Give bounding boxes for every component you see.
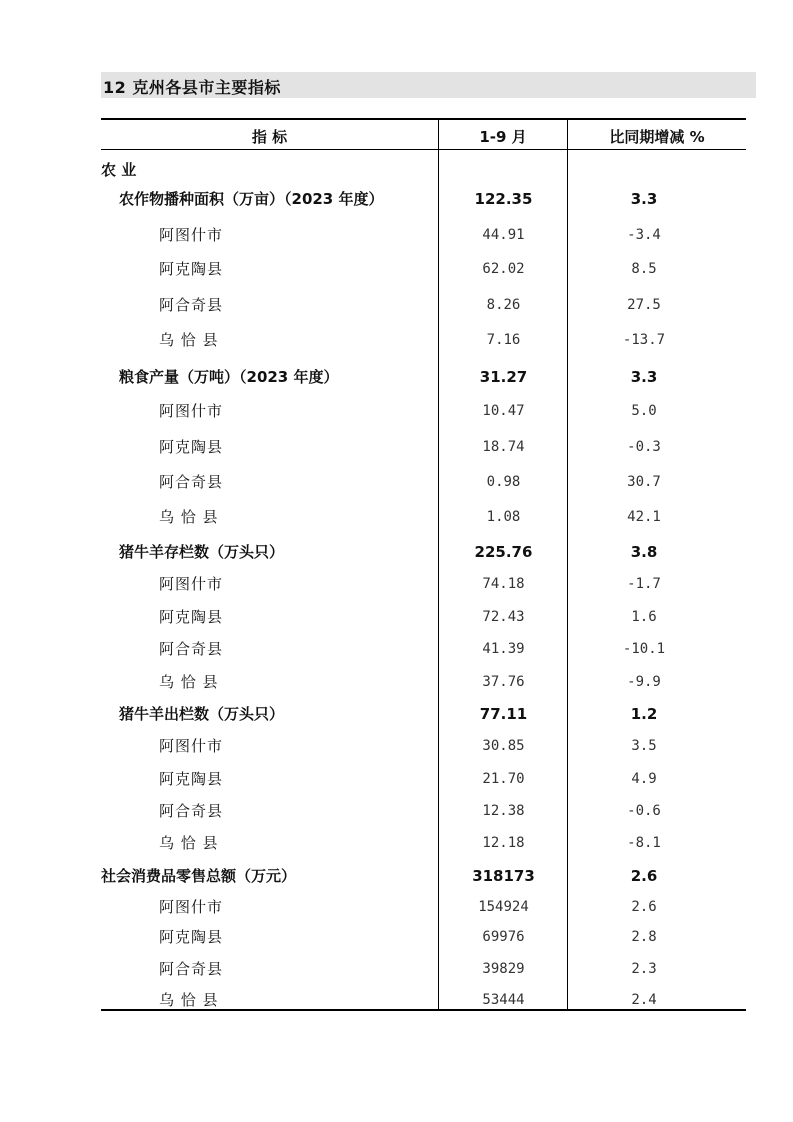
county-value: 30.85 bbox=[482, 738, 525, 754]
county-value: 62.02 bbox=[482, 261, 525, 277]
county-change: 4.9 bbox=[631, 771, 657, 787]
county-change: -8.1 bbox=[627, 835, 661, 851]
county-name: 阿图什市 bbox=[159, 575, 224, 593]
county-name: 阿合奇县 bbox=[159, 473, 224, 491]
county-name: 阿合奇县 bbox=[159, 802, 224, 820]
county-change: 2.3 bbox=[631, 961, 657, 977]
county-value: 8.26 bbox=[486, 297, 521, 313]
section-agriculture: 农 业 bbox=[101, 161, 137, 179]
column-divider-2 bbox=[567, 118, 568, 1011]
group-change: 2.6 bbox=[630, 867, 658, 885]
county-name: 阿合奇县 bbox=[159, 640, 224, 658]
county-value: 72.43 bbox=[482, 609, 525, 625]
county-name: 阿合奇县 bbox=[159, 960, 224, 978]
county-change: 8.5 bbox=[631, 261, 657, 277]
group-value: 318173 bbox=[472, 867, 535, 885]
county-value: 0.98 bbox=[486, 474, 521, 490]
county-value: 154924 bbox=[478, 899, 529, 915]
county-change: 2.6 bbox=[631, 899, 657, 915]
county-change: 42.1 bbox=[627, 509, 661, 525]
county-name: 阿克陶县 bbox=[159, 770, 224, 788]
header-period: 1-9 月 bbox=[479, 128, 527, 146]
county-change: 30.7 bbox=[627, 474, 661, 490]
county-value: 21.70 bbox=[482, 771, 525, 787]
county-value: 44.91 bbox=[482, 227, 525, 243]
county-value: 10.47 bbox=[482, 403, 525, 419]
county-name: 乌 恰 县 bbox=[159, 991, 219, 1009]
group-change: 3.8 bbox=[630, 543, 658, 561]
county-value: 7.16 bbox=[486, 332, 521, 348]
county-change: -9.9 bbox=[627, 674, 661, 690]
group-value: 225.76 bbox=[474, 543, 533, 561]
county-change: -10.1 bbox=[622, 641, 666, 657]
county-name: 乌 恰 县 bbox=[159, 331, 219, 349]
county-change: 3.5 bbox=[631, 738, 657, 754]
county-name: 阿图什市 bbox=[159, 737, 224, 755]
county-name: 乌 恰 县 bbox=[159, 673, 219, 691]
county-change: -3.4 bbox=[627, 227, 661, 243]
county-value: 12.38 bbox=[482, 803, 525, 819]
group-label: 猪牛羊存栏数（万头只） bbox=[119, 543, 285, 561]
county-name: 阿克陶县 bbox=[159, 608, 224, 626]
county-name: 乌 恰 县 bbox=[159, 508, 219, 526]
county-value: 53444 bbox=[482, 992, 525, 1008]
county-change: 27.5 bbox=[627, 297, 661, 313]
group-value: 122.35 bbox=[474, 190, 533, 208]
county-change: -13.7 bbox=[622, 332, 666, 348]
group-label: 社会消费品零售总额（万元） bbox=[101, 867, 297, 885]
county-value: 74.18 bbox=[482, 576, 525, 592]
county-name: 阿合奇县 bbox=[159, 296, 224, 314]
group-value: 77.11 bbox=[479, 705, 528, 723]
county-value: 41.39 bbox=[482, 641, 525, 657]
county-name: 阿图什市 bbox=[159, 226, 224, 244]
county-value: 69976 bbox=[482, 929, 525, 945]
table-title: 12 克州各县市主要指标 bbox=[103, 78, 281, 97]
county-name: 阿图什市 bbox=[159, 402, 224, 420]
county-change: 1.6 bbox=[631, 609, 657, 625]
county-change: 2.4 bbox=[631, 992, 657, 1008]
header-indicator: 指 标 bbox=[251, 128, 288, 146]
header-change: 比同期增减 % bbox=[609, 128, 705, 146]
county-name: 阿克陶县 bbox=[159, 260, 224, 278]
group-change: 1.2 bbox=[630, 705, 658, 723]
header-bottom-rule bbox=[101, 149, 746, 150]
column-divider-1 bbox=[438, 118, 439, 1011]
county-name: 阿克陶县 bbox=[159, 438, 224, 456]
county-change: -0.3 bbox=[627, 439, 661, 455]
county-name: 阿克陶县 bbox=[159, 928, 224, 946]
county-name: 阿图什市 bbox=[159, 898, 224, 916]
county-change: 2.8 bbox=[631, 929, 657, 945]
county-name: 乌 恰 县 bbox=[159, 834, 219, 852]
county-change: -1.7 bbox=[627, 576, 661, 592]
county-value: 39829 bbox=[482, 961, 525, 977]
group-label: 猪牛羊出栏数（万头只） bbox=[119, 705, 285, 723]
group-value: 31.27 bbox=[479, 368, 528, 386]
county-value: 18.74 bbox=[482, 439, 525, 455]
county-value: 1.08 bbox=[486, 509, 521, 525]
county-value: 37.76 bbox=[482, 674, 525, 690]
group-change: 3.3 bbox=[630, 368, 658, 386]
county-change: 5.0 bbox=[631, 403, 657, 419]
county-value: 12.18 bbox=[482, 835, 525, 851]
table-top-rule bbox=[101, 118, 746, 120]
group-label: 农作物播种面积（万亩）（2023 年度） bbox=[119, 190, 384, 208]
group-label: 粮食产量（万吨）（2023 年度） bbox=[119, 368, 339, 386]
county-change: -0.6 bbox=[627, 803, 661, 819]
group-change: 3.3 bbox=[630, 190, 658, 208]
